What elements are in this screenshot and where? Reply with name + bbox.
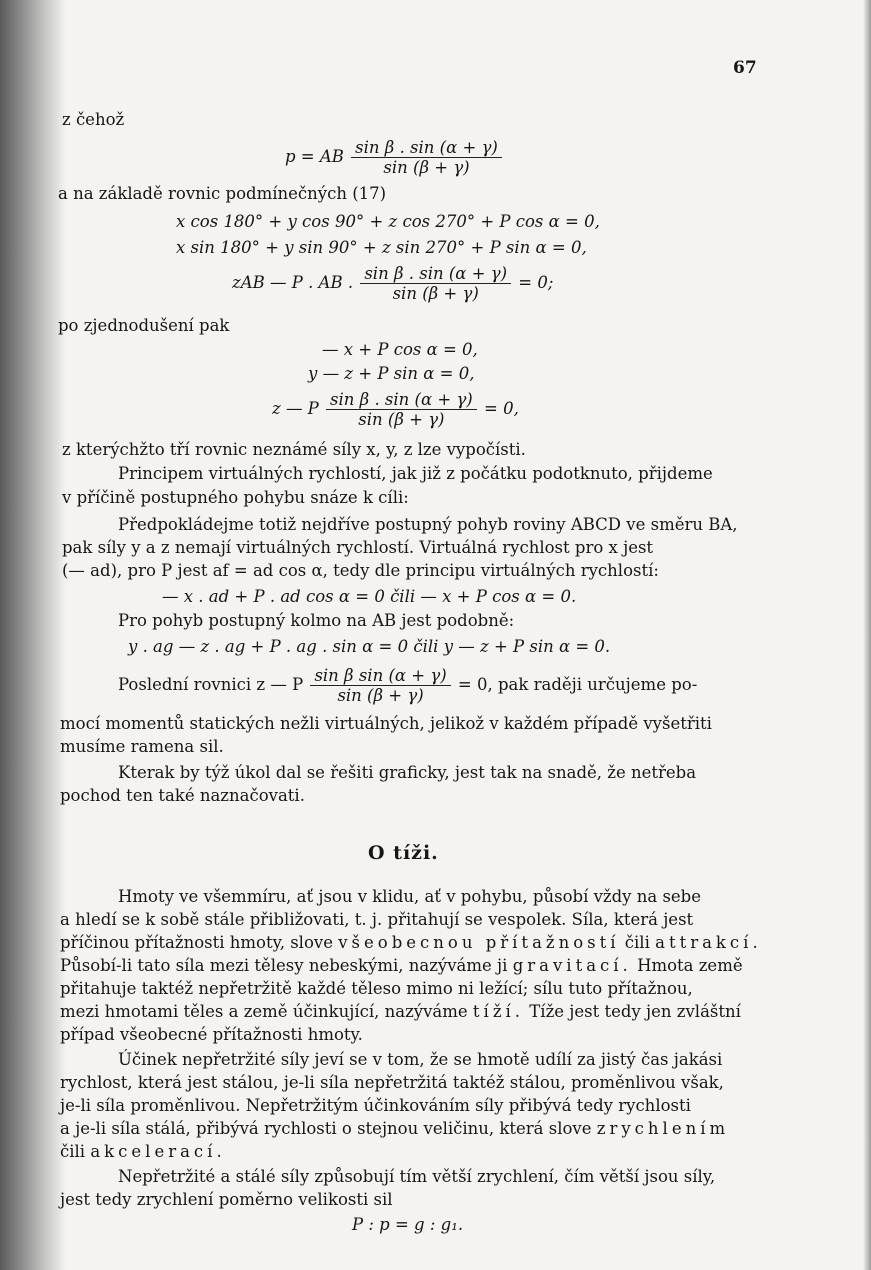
text-span: a je-li síla stálá, přibývá rychlosti o stejnou veličinu, která slove [60, 1119, 592, 1138]
text-span: Působí-li tato síla mezi tělesy nebeskými, nazýváme ji [60, 956, 508, 975]
text-line: z čehož [62, 110, 125, 129]
spaced-term: všeobecnou přítažností [338, 933, 620, 952]
text-line: pochod ten také naznačovati. [60, 786, 305, 805]
text-line: mocí momentů statických nežli virtuálných, jelikož v každém případě vyšetřiti [60, 714, 712, 733]
text-line: pak síly y a z nemají virtuálných rychlostí. Virtuálná rychlost pro x jest [62, 538, 654, 557]
text-line: Předpokládejme totiž nejdříve postupný pohyb roviny ABCD ve směru BA, [118, 515, 738, 534]
text-line: (— ad), pro P jest af = ad cos α, tedy dle principu virtuálných rychlostí: [62, 561, 659, 580]
equation-rhs: = 0; [518, 273, 554, 292]
fraction [326, 390, 477, 429]
text-span: čili [624, 933, 650, 952]
text-line: jest tedy zrychlení poměrno velikosti sil [60, 1190, 393, 1209]
equation-rhs: = 0, pak raději určujeme po- [457, 675, 698, 694]
text-line: v příčině postupného pohybu snáze k cíli: [62, 488, 409, 507]
page-edge [863, 0, 871, 1270]
text-line: Hmoty ve všemmíru, ať jsou v klidu, ať v pohybu, působí vždy na sebe [118, 887, 702, 906]
text-line: po zjednodušení pak [58, 316, 230, 335]
text-line: musíme ramena sil. [60, 737, 224, 756]
section-heading: O tíži. [368, 842, 439, 864]
text-line: Principem virtuálných rychlostí, jak již z počátku podotknuto, přijdeme [118, 464, 713, 483]
equation-line: — x + P cos α = 0, [322, 340, 478, 359]
text-line: případ všeobecné přítažnosti hmoty. [60, 1025, 363, 1044]
text-line: Nepřetržité a stálé síly způsobují tím větší zrychlení, čím větší jsou síly, [118, 1167, 716, 1186]
text-line: Účinek nepřetržité síly jeví se v tom, že se hmotě udílí za jistý čas jakási [118, 1050, 723, 1069]
equation-z [272, 390, 519, 429]
equation-lhs: Poslední rovnici z — P [118, 675, 304, 694]
text-line: Kterak by týž úkol dal se řešiti graficky, jest tak na snadě, že netřeba [118, 763, 697, 782]
fraction-numerator: sin β . sin (α + γ) [351, 138, 502, 158]
equation-lhs: zAB — P . AB . [232, 273, 354, 292]
equation-line: y . ag — z . ag + P . ag . sin α = 0 čili y — z + P sin α = 0. [128, 637, 611, 656]
spaced-term: tíží. [472, 1002, 525, 1021]
fraction-denominator: sin (β + γ) [383, 158, 470, 177]
page-shadow-gutter [0, 0, 66, 1270]
text-span: mezi hmotami těles a země účinkující, nazýváme [60, 1002, 468, 1021]
fraction [351, 138, 502, 177]
text-line: a na základě rovnic podmínečných (17) [58, 184, 387, 203]
equation-lhs: z — P [272, 399, 319, 418]
text-line [60, 1142, 226, 1162]
fraction-denominator: sin (β + γ) [337, 686, 424, 705]
spaced-term: gravitací. [512, 956, 632, 975]
text-line: rychlost, která jest stálou, je-li síla nepřetržitá taktéž stálou, proměnlivou však, [60, 1073, 724, 1092]
equation-line: — x . ad + P . ad cos α = 0 čili — x + P cos α = 0. [162, 587, 577, 606]
fraction [360, 264, 511, 303]
fraction-numerator: sin β . sin (α + γ) [360, 264, 511, 284]
fraction-denominator: sin (β + γ) [392, 284, 479, 303]
fraction-numerator: sin β . sin (α + γ) [326, 390, 477, 410]
equation-line: P : p = g : g₁. [352, 1215, 464, 1234]
spaced-term: akcelerací. [90, 1142, 226, 1161]
text-line: je-li síla proměnlivou. Nepřetržitým účinkováním síly přibývá tedy rychlosti [60, 1096, 691, 1115]
fraction-denominator: sin (β + γ) [358, 410, 445, 429]
equation-line: x cos 180° + y cos 90° + z cos 270° + P cos α = 0, [176, 212, 600, 231]
text-line: přitahuje taktéž nepřetržitě každé těleso mimo ni ležící; sílu tuto přítažnou, [60, 979, 693, 998]
spaced-term: attrakcí. [655, 933, 762, 952]
text-span: čili [60, 1142, 86, 1161]
equation-lhs: p = AB [285, 147, 344, 166]
equation-line: y — z + P sin α = 0, [308, 364, 475, 383]
spaced-term: zrychlením [596, 1119, 730, 1138]
text-line: a hledí se k sobě stále přibližovati, t. j. přitahují se vespolek. Síla, která jest [60, 910, 694, 929]
fraction [310, 666, 450, 705]
page-number: 67 [733, 58, 757, 78]
equation-zab [232, 264, 553, 303]
text-line: Pro pohyb postupný kolmo na AB jest podobně: [118, 611, 515, 630]
text-span: Hmota země [637, 956, 743, 975]
text-line-fraction [118, 666, 697, 705]
equation-p [285, 138, 504, 177]
text-line: z kterýchžto tří rovnic neznámé síly x, y, z lze vypočísti. [62, 440, 526, 459]
text-span: Tíže jest tedy jen zvláštní [529, 1002, 741, 1021]
equation-rhs: = 0, [484, 399, 519, 418]
fraction-numerator: sin β sin (α + γ) [310, 666, 450, 686]
text-span: příčinou přítažnosti hmoty, slove [60, 933, 333, 952]
text-line [60, 933, 762, 953]
text-line [60, 1002, 741, 1022]
equation-line: x sin 180° + y sin 90° + z sin 270° + P sin α = 0, [176, 238, 587, 257]
text-line [60, 1119, 729, 1139]
text-line [60, 956, 743, 976]
